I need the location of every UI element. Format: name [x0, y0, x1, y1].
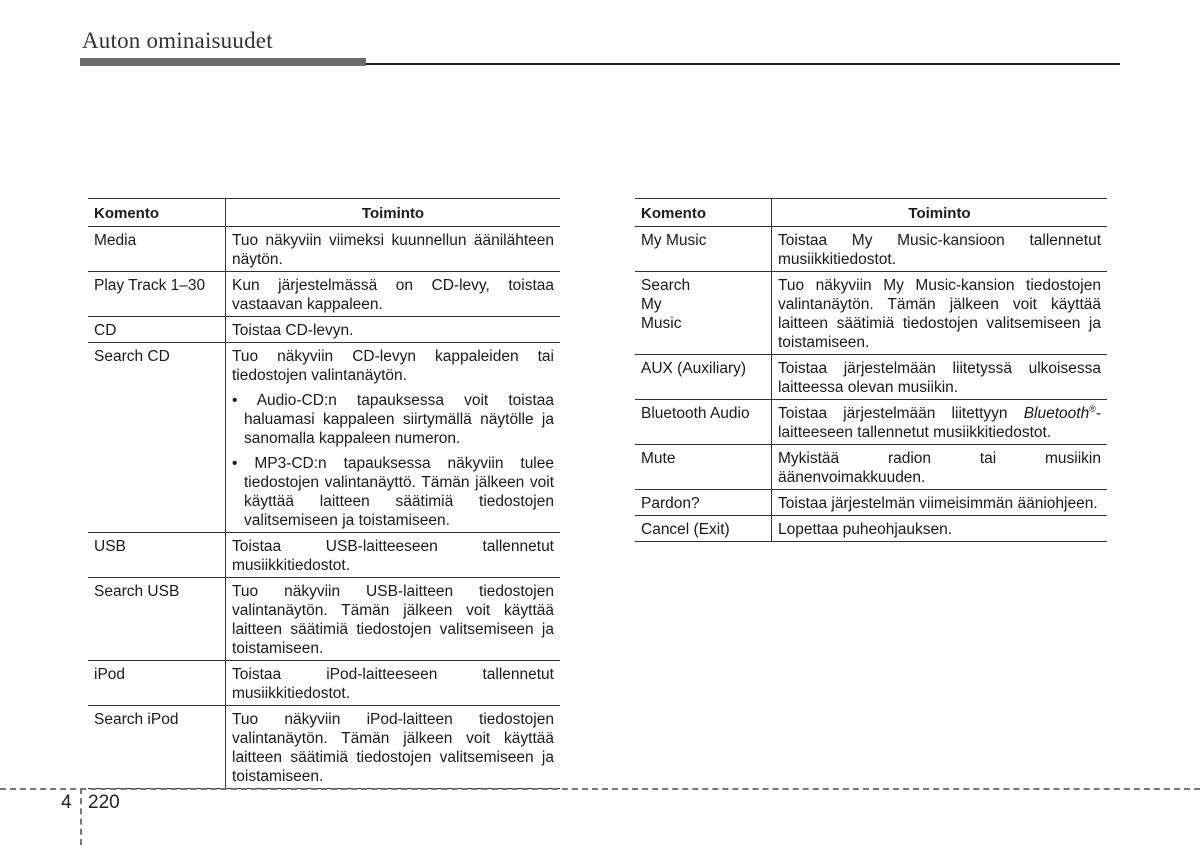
right-command-table	[635, 198, 1107, 542]
table-row	[635, 355, 1107, 400]
table-row	[88, 272, 560, 317]
table-row	[635, 227, 1107, 272]
page-number: 220	[88, 792, 120, 813]
function-text-pre: Toistaa järjestelmään liitettyyn	[778, 405, 1024, 422]
left-command-table	[88, 198, 560, 789]
column-header-command: Komento	[635, 199, 772, 227]
command-cell: My Music	[635, 227, 772, 272]
header-rule	[366, 63, 1120, 65]
table-row	[635, 516, 1107, 542]
function-cell: Tuo näkyviin USB-laitteen tiedostojen valintanäytön. Tämän jälkeen voit käyttää laitteen säätimiä tiedostojen valitsemiseen ja toistamiseen.	[226, 578, 561, 661]
function-cell: Lopettaa puheohjauksen.	[772, 516, 1108, 542]
table-row	[88, 661, 560, 706]
column-header-function: Toiminto	[226, 199, 561, 227]
command-cell: Search iPod	[88, 706, 226, 789]
function-cell: Toistaa USB-laitteeseen tallennetut musiikkitiedostot.	[226, 533, 561, 578]
table-row	[635, 400, 1107, 445]
table-row	[88, 343, 560, 533]
function-cell: Toistaa järjestelmän viimeisimmän ääniohjeen.	[772, 490, 1108, 516]
command-cell: iPod	[88, 661, 226, 706]
function-cell	[226, 343, 561, 533]
column-header-command: Komento	[88, 199, 226, 227]
table-row	[635, 272, 1107, 355]
bluetooth-brand-text: Bluetooth	[1023, 405, 1090, 422]
function-cell: Kun järjestelmässä on CD-levy, toistaa vastaavan kappaleen.	[226, 272, 561, 317]
function-cell: Toistaa järjestelmään liitetyssä ulkoisessa laitteessa olevan musiikin.	[772, 355, 1108, 400]
table-row	[88, 578, 560, 661]
function-cell: Toistaa My Music-kansioon tallennetut musiikkitiedostot.	[772, 227, 1108, 272]
function-cell: Toistaa CD-levyn.	[226, 317, 561, 343]
command-cell: Pardon?	[635, 490, 772, 516]
table-header-row	[635, 199, 1107, 227]
command-cell: Cancel (Exit)	[635, 516, 772, 542]
bullet-item: • MP3-CD:n tapauksessa näkyviin tulee tiedostojen valintanäyttö. Tämän jälkeen voit käyttää laitteen säätimiä tiedostojen valitsemiseen ja toistamiseen.	[232, 455, 554, 529]
footer-dashed-divider	[80, 788, 82, 845]
command-cell: Play Track 1–30	[88, 272, 226, 317]
command-cell: Media	[88, 227, 226, 272]
command-cell: Mute	[635, 445, 772, 490]
header-accent-bar	[80, 58, 366, 66]
table-row	[635, 490, 1107, 516]
command-cell: AUX (Auxiliary)	[635, 355, 772, 400]
function-cell	[772, 400, 1108, 445]
footer-dashed-rule	[0, 788, 1200, 790]
function-cell: Tuo näkyviin viimeksi kuunnellun äänilähteen näytön.	[226, 227, 561, 272]
table-row	[635, 445, 1107, 490]
table-row	[88, 227, 560, 272]
function-cell: Toistaa iPod-laitteeseen tallennetut musiikkitiedostot.	[226, 661, 561, 706]
registered-mark: ®	[1089, 403, 1096, 414]
table-header-row	[88, 199, 560, 227]
page-header-title: Auton ominaisuudet	[82, 28, 273, 53]
function-cell: Tuo näkyviin iPod-laitteen tiedostojen valintanäytön. Tämän jälkeen voit käyttää laitteen säätimiä tiedostojen valitsemiseen ja toistamiseen.	[226, 706, 561, 789]
function-cell: Tuo näkyviin My Music-kansion tiedostojen valintanäytön. Tämän jälkeen voit käyttää laitteen säätimiä tiedostojen valitsemiseen ja toistamiseen.	[772, 272, 1108, 355]
function-text-post: -laitteeseen tallennetut musiikkitiedostot.	[778, 405, 1101, 441]
table-row	[88, 317, 560, 343]
table-row	[88, 533, 560, 578]
command-cell: USB	[88, 533, 226, 578]
function-cell: Mykistää radion tai musiikin äänenvoimakkuuden.	[772, 445, 1108, 490]
chapter-number: 4	[61, 792, 72, 813]
command-cell: Search USB	[88, 578, 226, 661]
column-header-function: Toiminto	[772, 199, 1108, 227]
command-cell: Search My Music	[635, 272, 772, 355]
function-text: Tuo näkyviin CD-levyn kappaleiden tai tiedostojen valintanäytön.	[232, 348, 554, 384]
table-row	[88, 706, 560, 789]
command-cell: CD	[88, 317, 226, 343]
command-cell: Search CD	[88, 343, 226, 533]
command-cell: Bluetooth Audio	[635, 400, 772, 445]
bullet-item: • Audio-CD:n tapauksessa voit toistaa haluamasi kappaleen siirtymällä näytölle ja sanomalla kappaleen numeron.	[232, 392, 554, 447]
